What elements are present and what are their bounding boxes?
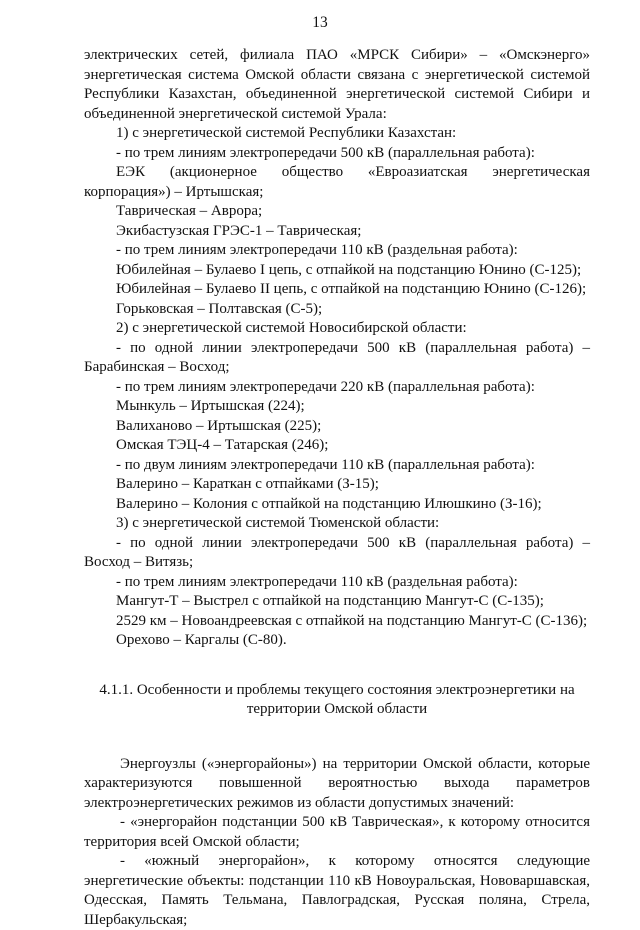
text-line: Республики Казахстан, объединенной энергетической системой Сибири и xyxy=(84,85,590,105)
text-line: 1) с энергетической системой Республики Казахстан: xyxy=(84,124,590,144)
section-heading xyxy=(84,681,590,719)
text-line: Орехово – Каргалы (С-80). xyxy=(84,631,590,651)
text-line: Энергоузлы («энергорайоны») на территории Омской области, которые xyxy=(84,755,590,775)
text-line: Юбилейная – Булаево II цепь, с отпайкой на подстанцию Юнино (С-126); xyxy=(84,280,590,300)
text-line: - «южный энергорайон», к которому относятся следующие xyxy=(84,852,590,872)
text-line: характеризуются повышенной вероятностью выхода параметров xyxy=(84,774,590,794)
text-line: Барабинская – Восход; xyxy=(84,358,590,378)
text-line: Экибастузская ГРЭС-1 – Таврическая; xyxy=(84,222,590,242)
section-heading-line: 4.1.1. Особенности и проблемы текущего состояния электроэнергетики на xyxy=(84,681,590,700)
text-line: 2) с энергетической системой Новосибирской области: xyxy=(84,319,590,339)
text-line: - по одной линии электропередачи 500 кВ (параллельная работа) – xyxy=(84,534,590,554)
text-line: энергетические объекты: подстанции 110 кВ Новоуральская, Нововаршавская, xyxy=(84,872,590,892)
text-line: территория всей Омской области; xyxy=(84,833,590,853)
text-line: - по трем линиям электропередачи 110 кВ (раздельная работа): xyxy=(84,573,590,593)
text-line: электрических сетей, филиала ПАО «МРСК Сибири» – «Омскэнерго» xyxy=(84,46,590,66)
text-line: - по одной линии электропередачи 500 кВ (параллельная работа) – xyxy=(84,339,590,359)
text-line: - по трем линиям электропередачи 110 кВ (раздельная работа): xyxy=(84,241,590,261)
text-line: - по трем линиям электропередачи 220 кВ (параллельная работа): xyxy=(84,378,590,398)
text-line: Омская ТЭЦ-4 – Татарская (246); xyxy=(84,436,590,456)
text-line: - по двум линиям электропередачи 110 кВ (параллельная работа): xyxy=(84,456,590,476)
section-heading-line: территории Омской области xyxy=(84,700,590,719)
text-line: Горьковская – Полтавская (С-5); xyxy=(84,300,590,320)
text-line: энергетическая система Омской области связана с энергетической системой xyxy=(84,66,590,86)
text-line: Валерино – Караткан c отпайками (З-15); xyxy=(84,475,590,495)
text-line: Мангут-Т – Выстрел с отпайкой на подстанцию Мангут-С (С-135); xyxy=(84,592,590,612)
text-line: Таврическая – Аврора; xyxy=(84,202,590,222)
text-line: - «энергорайон подстанции 500 кВ Таврическая», к которому относится xyxy=(84,813,590,833)
text-line: Юбилейная – Булаево I цепь, с отпайкой на подстанцию Юнино (С-125); xyxy=(84,261,590,281)
page-number: 13 xyxy=(0,14,640,32)
text-line: - по трем линиям электропередачи 500 кВ (параллельная работа): xyxy=(84,144,590,164)
text-line: Валиханово – Иртышская (225); xyxy=(84,417,590,437)
text-line: Мынкуль – Иртышская (224); xyxy=(84,397,590,417)
text-line: ЕЭК (акционерное общество «Евроазиатская энергетическая xyxy=(84,163,590,183)
text-line: Шербакульская; xyxy=(84,911,590,930)
text-line: электроэнергетических режимов из области допустимых значений: xyxy=(84,794,590,814)
text-line: Валерино – Колония с отпайкой на подстанцию Илюшкино (З-16); xyxy=(84,495,590,515)
text-line: Одесская, Память Тельмана, Павлоградская, Русская поляна, Стрела, xyxy=(84,891,590,911)
text-line: 2529 км – Новоандреевская с отпайкой на подстанцию Мангут-С (С-136); xyxy=(84,612,590,632)
text-line: объединенной энергетической системой Урала: xyxy=(84,105,590,125)
document-body xyxy=(84,46,590,930)
text-line: 3) с энергетической системой Тюменской области: xyxy=(84,514,590,534)
text-line: корпорация») – Иртышская; xyxy=(84,183,590,203)
text-line: Восход – Витязь; xyxy=(84,553,590,573)
